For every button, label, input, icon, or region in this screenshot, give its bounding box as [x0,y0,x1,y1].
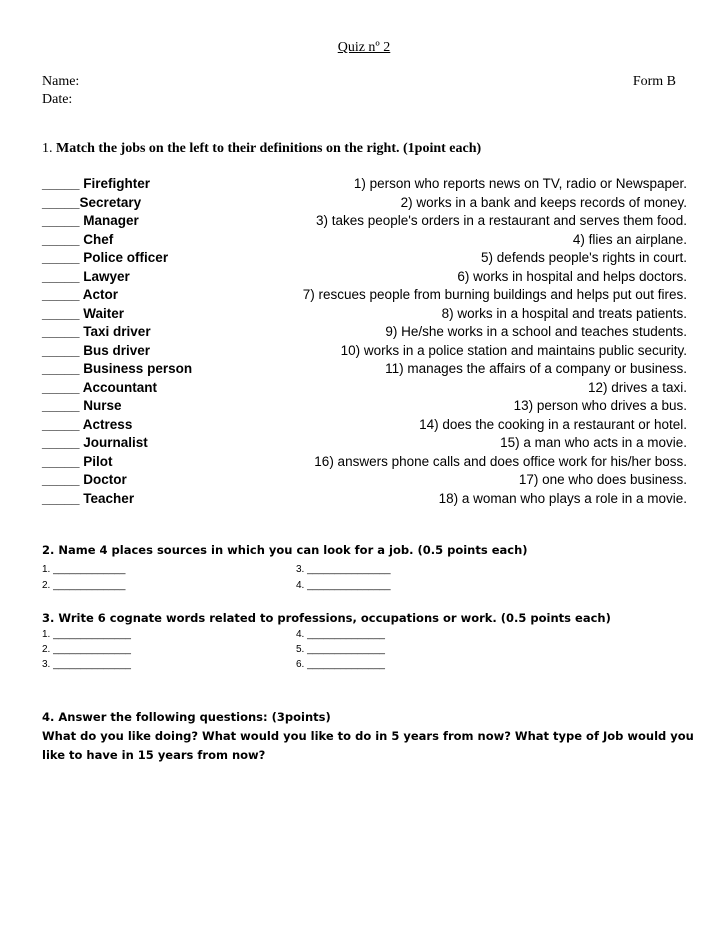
match-row [42,398,687,416]
question-1-heading [42,141,481,157]
definition-item: 18) a woman who plays a role in a movie. [438,490,687,506]
job-item[interactable]: _____ Firefighter [42,176,151,191]
match-row [42,176,687,194]
definition-item: 9) He/she works in a school and teaches students. [385,324,687,339]
job-item[interactable]: _____ Lawyer [42,268,130,284]
question-4-heading: 4. Answer the following questions: (3points) [42,710,331,724]
quiz-title: Quiz nº 2 [337,40,391,55]
job-item[interactable]: _____ Actor [42,287,119,302]
question-4-text: What do you like doing? What would you like to do in 5 years from now? What type of Job would you like to have in 15 years from now? [42,729,694,762]
definition-item: 2) works in a bank and keeps records of money. [400,194,687,210]
definition-item: 1) person who reports news on TV, radio or Newspaper. [353,176,687,191]
match-row [42,269,687,287]
question-1-number: 1. [42,141,53,156]
match-row [42,232,687,250]
definition-item: 6) works in hospital and helps doctors. [457,268,687,284]
definition-item: 13) person who drives a bus. [513,398,687,413]
answer-blank[interactable]: 6. ______________ [296,659,385,670]
job-item[interactable]: _____ Police officer [42,250,169,265]
definition-item: 16) answers phone calls and does office work for his/her boss. [314,453,687,469]
match-row [42,343,687,361]
answer-blank[interactable]: 1. _____________ [42,564,126,575]
job-item[interactable]: _____ Pilot [42,453,113,469]
answer-blank[interactable]: 5. ______________ [296,644,385,655]
job-item[interactable]: _____ Teacher [42,490,135,506]
definition-item: 17) one who does business. [518,472,687,487]
date-label: Date: [42,92,73,107]
job-item[interactable]: _____Secretary [42,194,142,210]
job-item[interactable]: _____ Accountant [42,379,158,395]
answer-blank[interactable]: 4. _______________ [296,580,391,591]
job-item[interactable]: _____ Journalist [42,435,148,450]
job-item[interactable]: _____ Nurse [42,398,122,413]
match-row [42,306,687,324]
answer-blank[interactable]: 1. ______________ [42,629,131,640]
answer-blank[interactable]: 3. _______________ [296,564,391,575]
job-item[interactable]: _____ Waiter [42,305,125,321]
name-label: Name: [42,74,80,89]
match-row [42,472,687,490]
answer-blank[interactable]: 2. ______________ [42,644,131,655]
match-row [42,324,687,342]
job-item[interactable]: _____ Chef [42,231,114,247]
definition-item: 5) defends people's rights in court. [481,250,687,265]
definition-item: 8) works in a hospital and treats patients. [441,305,687,321]
match-row [42,361,687,379]
match-row [42,454,687,472]
definition-item: 10) works in a police station and maintains public security. [340,342,687,358]
definition-item: 11) manages the affairs of a company or business. [385,361,687,376]
question-2-heading: 2. Name 4 places sources in which you can look for a job. (0.5 points each) [42,543,528,557]
definition-item: 3) takes people's orders in a restaurant and serves them food. [315,213,687,228]
match-row [42,491,687,509]
definition-item: 14) does the cooking in a restaurant or hotel. [419,416,687,432]
question-1-text: Match the jobs on the left to their definitions on the right. (1point each) [56,141,482,156]
match-row [42,287,687,305]
job-item[interactable]: _____ Doctor [42,472,127,487]
match-row [42,417,687,435]
job-item[interactable]: _____ Business person [42,361,193,376]
definition-item: 4) flies an airplane. [572,231,687,247]
definition-item: 7) rescues people from burning buildings and helps put out fires. [302,287,687,302]
match-row [42,213,687,231]
answer-blank[interactable]: 2. _____________ [42,580,126,591]
match-row [42,380,687,398]
match-row [42,435,687,453]
definition-item: 15) a man who acts in a movie. [500,435,687,450]
job-item[interactable]: _____ Manager [42,213,139,228]
question-3-heading: 3. Write 6 cognate words related to professions, occupations or work. (0.5 points each) [42,611,611,625]
job-item[interactable]: _____ Actress [42,416,133,432]
match-row [42,250,687,268]
answer-blank[interactable]: 3. ______________ [42,659,131,670]
definition-item: 12) drives a taxi. [587,379,687,395]
job-item[interactable]: _____ Bus driver [42,342,151,358]
job-item[interactable]: _____ Taxi driver [42,324,151,339]
answer-blank[interactable]: 4. ______________ [296,629,385,640]
form-label: Form B [632,74,676,89]
match-row [42,195,687,213]
